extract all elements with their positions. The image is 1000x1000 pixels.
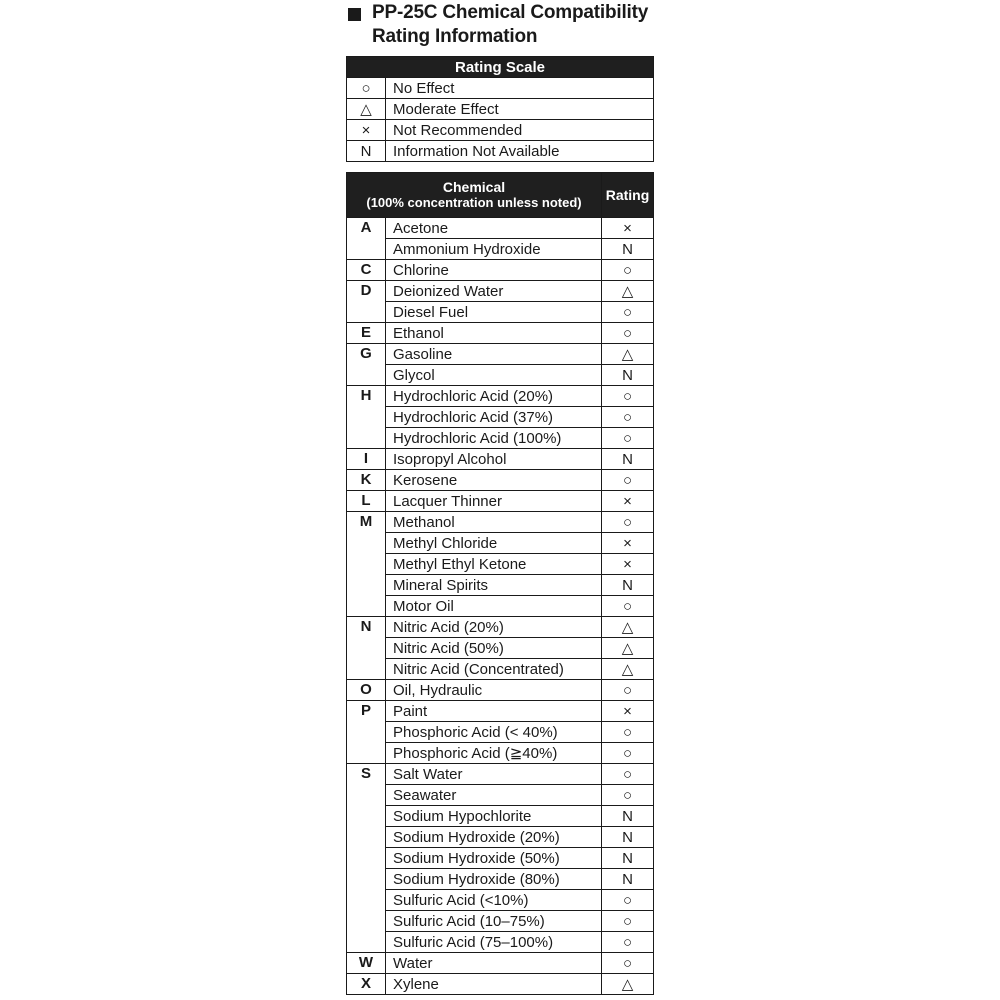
chemical-name: Water — [386, 953, 602, 974]
chemical-name: Phosphoric Acid (≧40%) — [386, 743, 602, 764]
chemical-name: Nitric Acid (Concentrated) — [386, 659, 602, 680]
index-letter: I — [347, 449, 386, 470]
chemical-rating: N — [602, 869, 654, 890]
chemical-row — [347, 554, 654, 575]
chemical-rating: ○ — [602, 911, 654, 932]
chemical-rating: × — [602, 701, 654, 722]
chemical-rating: ○ — [602, 407, 654, 428]
index-letter: G — [347, 344, 386, 386]
chemical-rating: △ — [602, 344, 654, 365]
chemical-rating: × — [602, 491, 654, 512]
chemical-name: Sulfuric Acid (10–75%) — [386, 911, 602, 932]
chemical-name: Salt Water — [386, 764, 602, 785]
chemical-name: Nitric Acid (20%) — [386, 617, 602, 638]
chemical-row — [347, 659, 654, 680]
chemical-rating: ○ — [602, 302, 654, 323]
rating-symbol: ○ — [347, 78, 386, 99]
rating-column-header: Rating — [602, 173, 654, 218]
chemical-rating: ○ — [602, 722, 654, 743]
chemical-rating: ○ — [602, 785, 654, 806]
rating-scale-row — [347, 141, 654, 162]
rating-symbol: △ — [347, 99, 386, 120]
index-letter: P — [347, 701, 386, 764]
rating-description: Not Recommended — [386, 120, 654, 141]
chemical-rating: × — [602, 554, 654, 575]
rating-scale-table — [346, 56, 654, 162]
chemical-row — [347, 344, 654, 365]
chemical-name: Sodium Hydroxide (50%) — [386, 848, 602, 869]
chemical-rating: ○ — [602, 890, 654, 911]
chemical-row — [347, 764, 654, 785]
chemical-rating: N — [602, 827, 654, 848]
index-letter: D — [347, 281, 386, 323]
chemical-name: Sodium Hydroxide (20%) — [386, 827, 602, 848]
chemical-rating: ○ — [602, 386, 654, 407]
chemical-row — [347, 743, 654, 764]
chemical-rating: ○ — [602, 764, 654, 785]
index-letter: E — [347, 323, 386, 344]
index-letter: L — [347, 491, 386, 512]
chemical-name: Glycol — [386, 365, 602, 386]
index-letter: H — [347, 386, 386, 449]
chemical-name: Diesel Fuel — [386, 302, 602, 323]
chemical-rating: △ — [602, 659, 654, 680]
chemical-row — [347, 323, 654, 344]
chemical-row — [347, 848, 654, 869]
chemical-row — [347, 869, 654, 890]
chemical-rating: N — [602, 848, 654, 869]
chemical-name: Deionized Water — [386, 281, 602, 302]
chemical-name: Phosphoric Acid (< 40%) — [386, 722, 602, 743]
chemical-row — [347, 428, 654, 449]
chemical-name: Hydrochloric Acid (20%) — [386, 386, 602, 407]
chemical-row — [347, 827, 654, 848]
chemical-name: Mineral Spirits — [386, 575, 602, 596]
chemical-rating: ○ — [602, 743, 654, 764]
chemical-rating: △ — [602, 281, 654, 302]
chemical-rating: ○ — [602, 680, 654, 701]
compatibility-sheet — [346, 0, 654, 995]
chemical-rating: ○ — [602, 470, 654, 491]
chemical-row — [347, 701, 654, 722]
chemical-name: Hydrochloric Acid (100%) — [386, 428, 602, 449]
chemical-row — [347, 806, 654, 827]
chemical-name: Xylene — [386, 974, 602, 995]
rating-symbol: × — [347, 120, 386, 141]
chemical-row — [347, 974, 654, 995]
chemical-name: Hydrochloric Acid (37%) — [386, 407, 602, 428]
chemical-row — [347, 470, 654, 491]
chemical-rating: △ — [602, 617, 654, 638]
chemical-row — [347, 596, 654, 617]
chemical-row — [347, 617, 654, 638]
title-line-1: PP-25C Chemical Compatibility — [372, 2, 649, 23]
rating-description: Information Not Available — [386, 141, 654, 162]
chemical-name: Seawater — [386, 785, 602, 806]
chemical-name: Ethanol — [386, 323, 602, 344]
chemical-row — [347, 638, 654, 659]
rating-scale-header: Rating Scale — [347, 57, 654, 78]
rating-scale-row — [347, 99, 654, 120]
chemical-row — [347, 680, 654, 701]
index-letter: O — [347, 680, 386, 701]
chemical-rating-table — [346, 172, 654, 995]
chemical-header-note: (100% concentration unless noted) — [366, 195, 582, 210]
chemical-name: Methanol — [386, 512, 602, 533]
chemical-rating: △ — [602, 638, 654, 659]
chemical-name: Kerosene — [386, 470, 602, 491]
chemical-rating: N — [602, 365, 654, 386]
rating-description: Moderate Effect — [386, 99, 654, 120]
chemical-name: Sulfuric Acid (<10%) — [386, 890, 602, 911]
chemical-row — [347, 491, 654, 512]
chemical-row — [347, 407, 654, 428]
rating-description: No Effect — [386, 78, 654, 99]
chemical-rating: N — [602, 449, 654, 470]
chemical-rating: ○ — [602, 323, 654, 344]
chemical-rating: × — [602, 218, 654, 239]
chemical-name: Ammonium Hydroxide — [386, 239, 602, 260]
chemical-column-header — [347, 173, 602, 218]
chemical-row — [347, 575, 654, 596]
chemical-row — [347, 281, 654, 302]
chemical-rating: ○ — [602, 953, 654, 974]
chemical-row — [347, 785, 654, 806]
chemical-header-label: Chemical — [442, 179, 506, 195]
chemical-row — [347, 911, 654, 932]
chemical-row — [347, 365, 654, 386]
chemical-rating: × — [602, 533, 654, 554]
chemical-row — [347, 533, 654, 554]
chemical-rating: △ — [602, 974, 654, 995]
chemical-row — [347, 932, 654, 953]
chemical-rating: ○ — [602, 596, 654, 617]
index-letter: K — [347, 470, 386, 491]
index-letter: X — [347, 974, 386, 995]
chemical-name: Nitric Acid (50%) — [386, 638, 602, 659]
index-letter: S — [347, 764, 386, 953]
chemical-rating: N — [602, 575, 654, 596]
chemical-rating: ○ — [602, 260, 654, 281]
chemical-name: Methyl Ethyl Ketone — [386, 554, 602, 575]
rating-symbol: N — [347, 141, 386, 162]
index-letter: M — [347, 512, 386, 617]
chemical-row — [347, 512, 654, 533]
chemical-name: Sodium Hydroxide (80%) — [386, 869, 602, 890]
index-letter: N — [347, 617, 386, 680]
chemical-row — [347, 449, 654, 470]
title-bullet-square — [348, 8, 361, 21]
chemical-row — [347, 218, 654, 239]
chemical-row — [347, 890, 654, 911]
chemical-rating: N — [602, 239, 654, 260]
chemical-name: Paint — [386, 701, 602, 722]
chemical-row — [347, 302, 654, 323]
sheet-title — [346, 0, 654, 56]
chemical-rating: ○ — [602, 932, 654, 953]
chemical-name: Acetone — [386, 218, 602, 239]
index-letter: W — [347, 953, 386, 974]
chemical-rating: ○ — [602, 428, 654, 449]
title-line-2: Rating Information — [372, 26, 538, 47]
chemical-rating: ○ — [602, 512, 654, 533]
chemical-rating: N — [602, 806, 654, 827]
index-letter: A — [347, 218, 386, 260]
chemical-row — [347, 260, 654, 281]
chemical-name: Lacquer Thinner — [386, 491, 602, 512]
chemical-name: Methyl Chloride — [386, 533, 602, 554]
chemical-row — [347, 386, 654, 407]
chemical-name: Sodium Hypochlorite — [386, 806, 602, 827]
rating-scale-row — [347, 120, 654, 141]
chemical-row — [347, 953, 654, 974]
rating-scale-row — [347, 78, 654, 99]
chemical-name: Sulfuric Acid (75–100%) — [386, 932, 602, 953]
index-letter: C — [347, 260, 386, 281]
chemical-row — [347, 722, 654, 743]
chemical-name: Gasoline — [386, 344, 602, 365]
chemical-name: Chlorine — [386, 260, 602, 281]
chemical-name: Oil, Hydraulic — [386, 680, 602, 701]
chemical-name: Motor Oil — [386, 596, 602, 617]
chemical-name: Isopropyl Alcohol — [386, 449, 602, 470]
chemical-row — [347, 239, 654, 260]
